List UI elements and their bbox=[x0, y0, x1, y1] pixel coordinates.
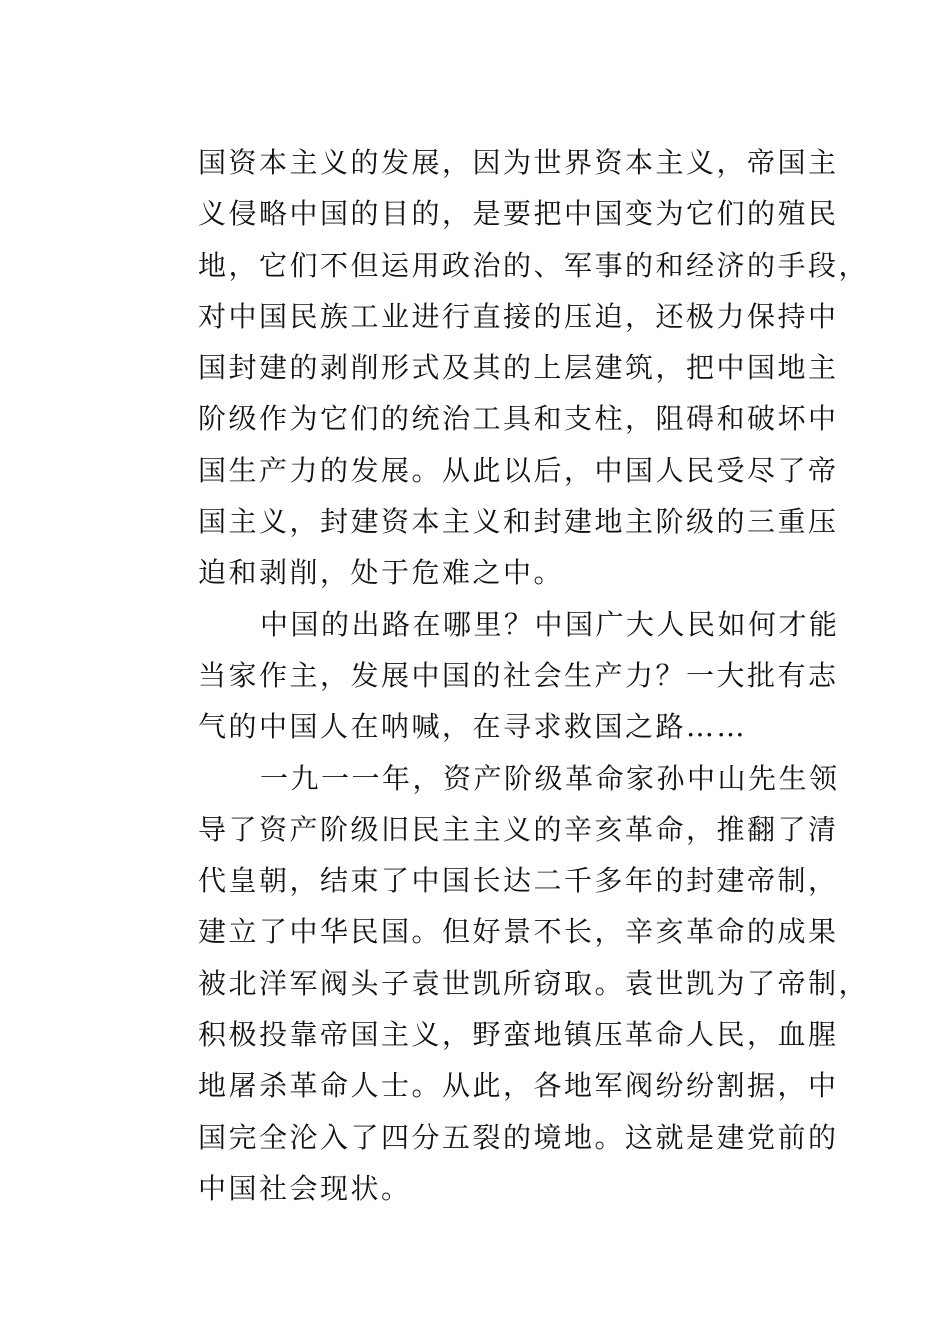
paragraph-3 bbox=[198, 753, 870, 1215]
text-line: 气的中国人在呐喊，在寻求救国之路…… bbox=[198, 710, 748, 744]
body-text bbox=[198, 137, 870, 1214]
text-line: 国完全沦入了四分五裂的境地。这就是建党前的 bbox=[198, 1120, 839, 1154]
text-line: 国资本主义的发展，因为世界资本主义，帝国主 bbox=[198, 146, 839, 179]
text-line: 导了资产阶级旧民主主义的辛亥革命，推翻了清 bbox=[198, 812, 839, 846]
paragraph-1 bbox=[198, 137, 870, 599]
text-line: 被北洋军阀头子袁世凯所窃取。袁世凯为了帝制， bbox=[198, 966, 870, 1000]
text-line: 阶级作为它们的统治工具和支柱，阻碍和破坏中 bbox=[198, 402, 839, 436]
text-line: 地，它们不但运用政治的、军事的和经济的手段， bbox=[198, 248, 870, 282]
text-line: 国封建的剥削形式及其的上层建筑，把中国地主 bbox=[198, 351, 839, 385]
text-line: 建立了中华民国。但好景不长，辛亥革命的成果 bbox=[198, 915, 839, 949]
text-line: 代皇朝，结束了中国长达二千多年的封建帝制， bbox=[198, 864, 839, 898]
text-line: 地屠杀革命人士。从此，各地军阀纷纷割据，中 bbox=[198, 1069, 839, 1103]
text-line: 对中国民族工业进行直接的压迫，还极力保持中 bbox=[198, 299, 839, 333]
text-line: 迫和剥削，处于危难之中。 bbox=[198, 556, 565, 590]
text-line: 国生产力的发展。从此以后，中国人民受尽了帝 bbox=[198, 453, 839, 487]
text-line: 积极投靠帝国主义，野蛮地镇压革命人民，血腥 bbox=[198, 1018, 839, 1052]
text-line: 义侵略中国的目的，是要把中国变为它们的殖民 bbox=[198, 197, 839, 231]
text-line: 中国社会现状。 bbox=[198, 1171, 412, 1205]
text-line: 中国的出路在哪里？中国广大人民如何才能 bbox=[260, 607, 840, 641]
paragraph-2 bbox=[198, 599, 838, 753]
text-line: 一九一一年，资产阶级革命家孙中山先生领 bbox=[260, 761, 840, 795]
text-line: 当家作主，发展中国的社会生产力？一大批有志 bbox=[198, 658, 839, 692]
text-line: 国主义，封建资本主义和封建地主阶级的三重压 bbox=[198, 505, 839, 539]
